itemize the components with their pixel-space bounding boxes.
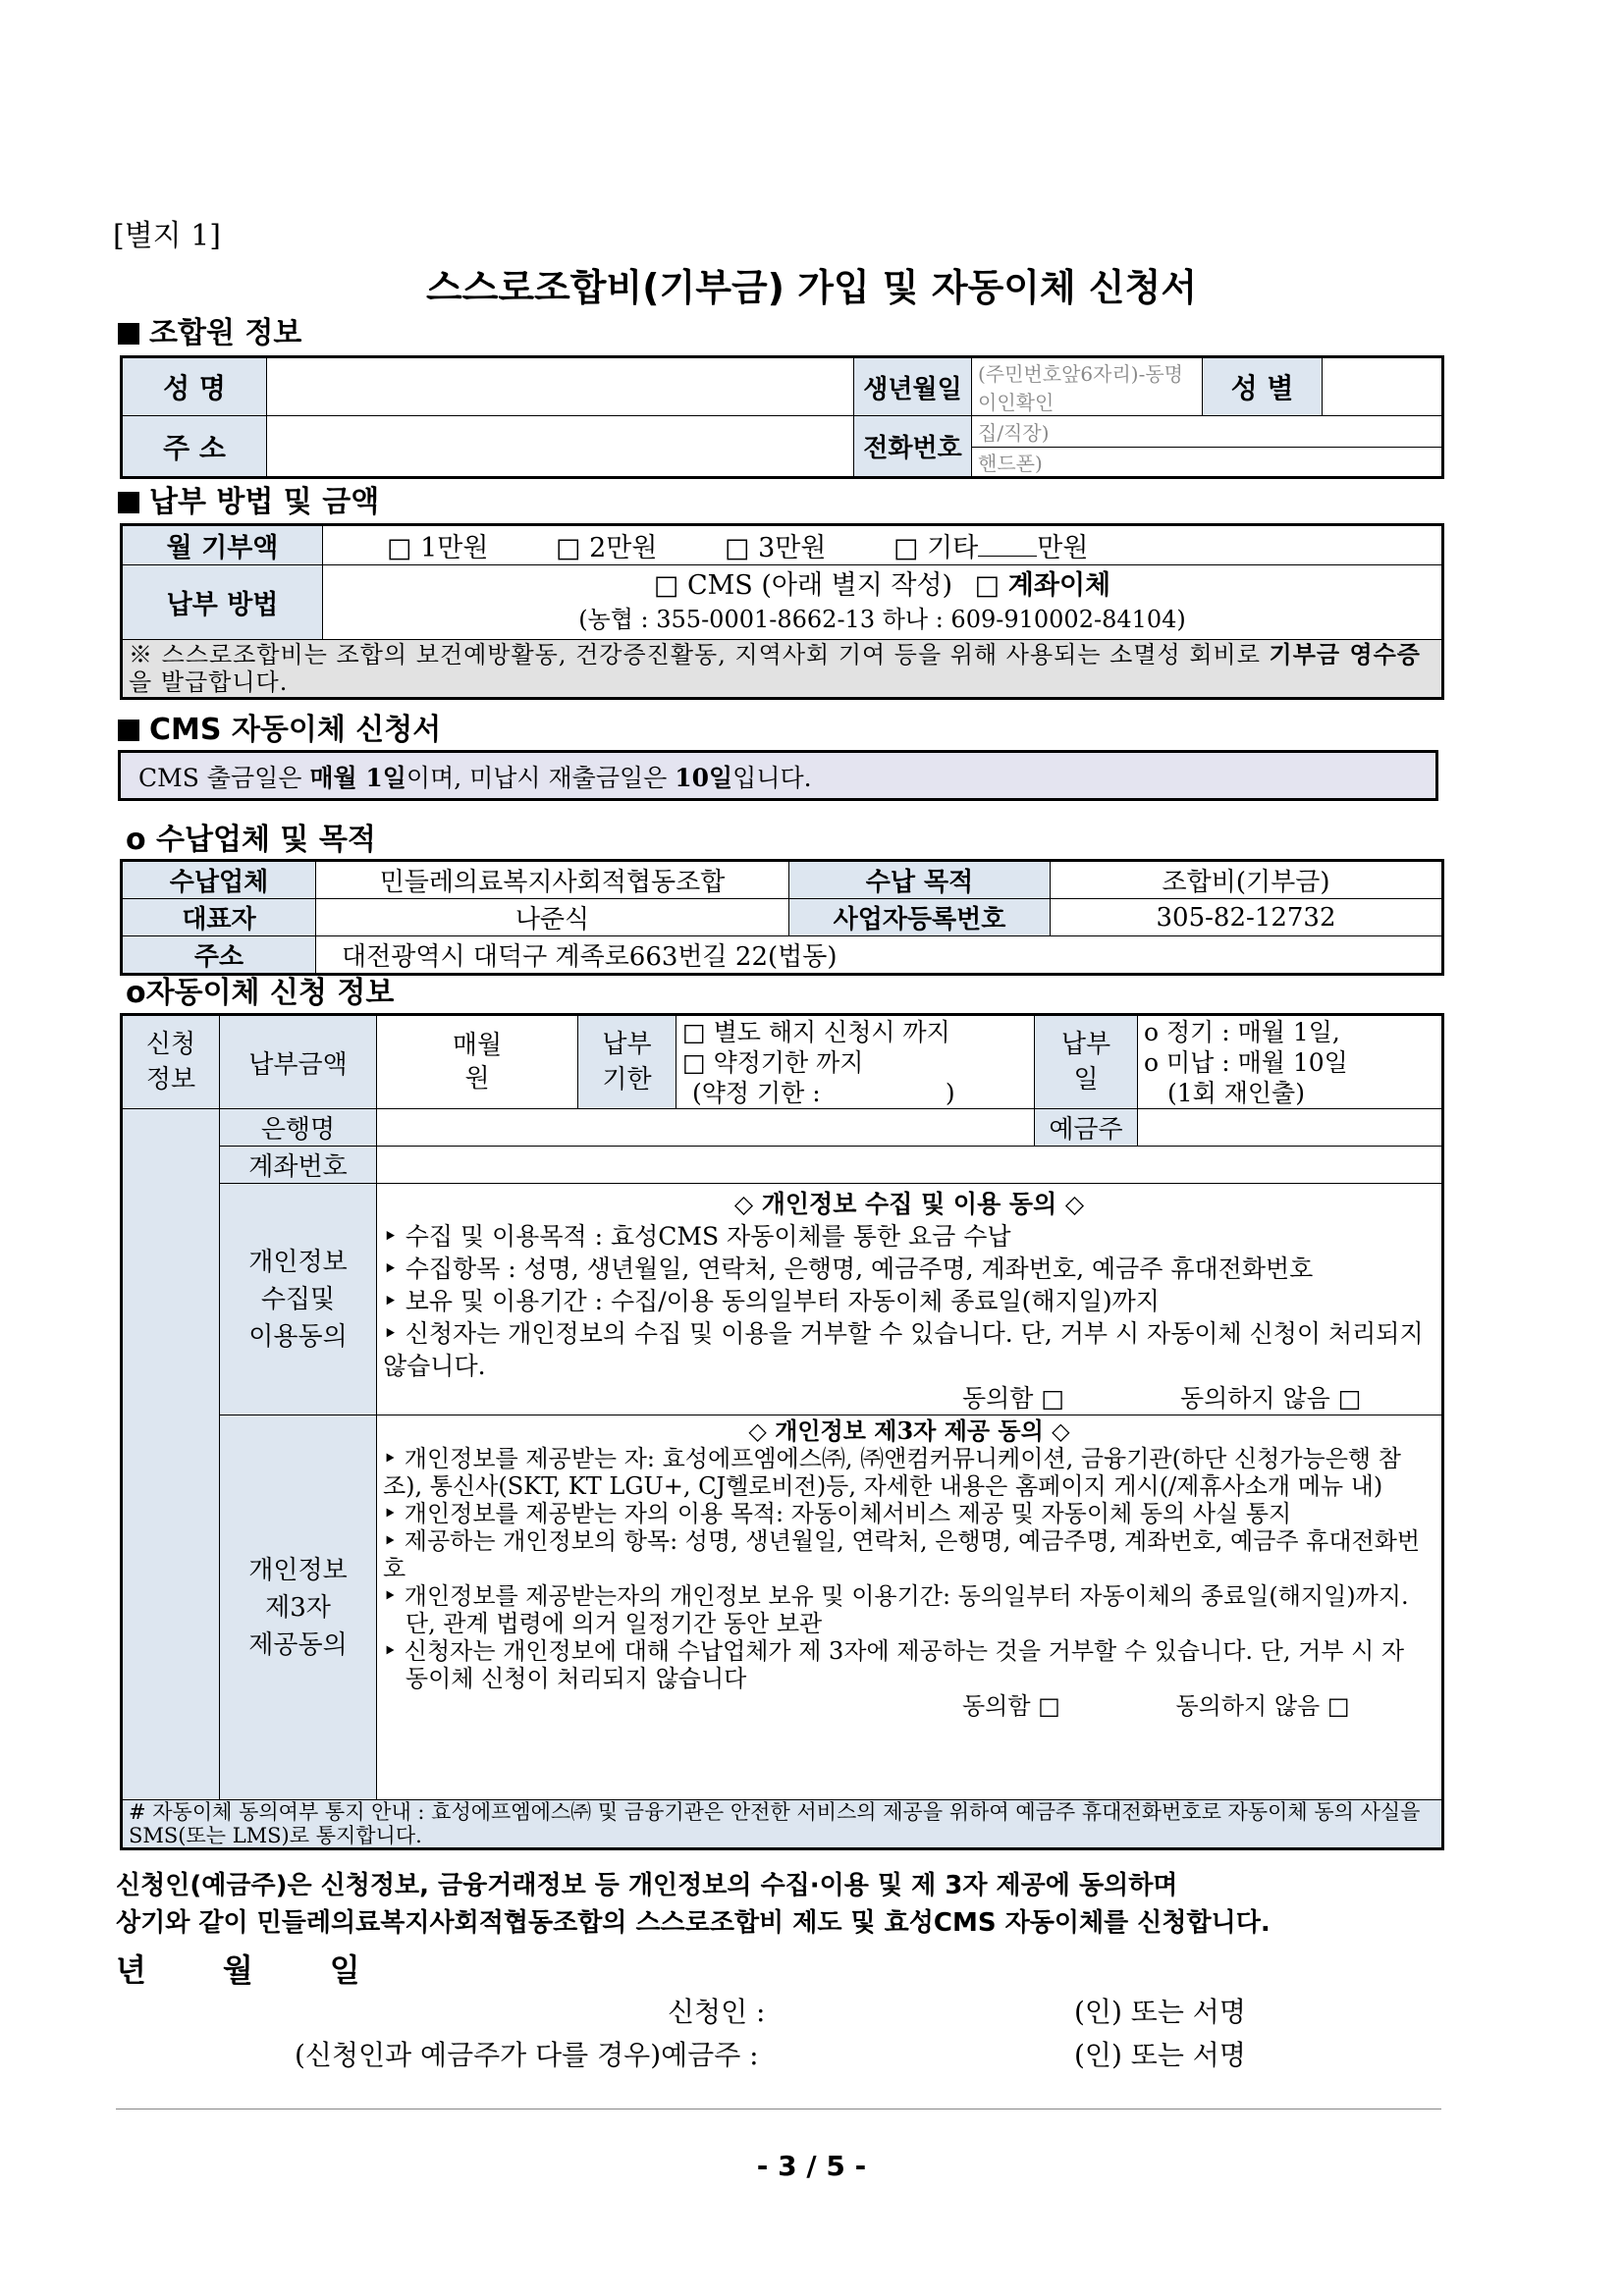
bizno-label: 사업자등록번호 bbox=[789, 899, 1051, 936]
option-10k[interactable]: □ 1만원 bbox=[387, 533, 489, 563]
holder-field[interactable] bbox=[1138, 1109, 1443, 1147]
rep-label: 대표자 bbox=[122, 899, 316, 936]
period-label: 납부 기한 bbox=[578, 1015, 676, 1109]
apply-info-label: 신청 정보 bbox=[122, 1015, 220, 1109]
consent2-agree[interactable]: 동의함 □ bbox=[962, 1692, 1060, 1720]
company-label: 수납업체 bbox=[122, 861, 316, 899]
payee-address-label: 주소 bbox=[122, 936, 316, 975]
transfer-section-heading: o자동이체 신청 정보 bbox=[126, 976, 395, 1010]
phone-mobile-field[interactable]: 핸드폰) bbox=[972, 448, 1443, 478]
consent2-body: ◇ 개인정보 제3자 제공 동의 ◇ ‣ 개인정보를 제공받는 자: 효성에프엠에스㈜, ㈜앤컴커뮤니케이션, 금융기관(하단 신청가능은행 참조), 통신사(SKT, KT LGU+, CJ헬로비전)등, 자세한 내용은 홈페이지 게시(/제휴사소개 메뉴 내) ‣ 개인정보를 제공받는 자의 이용 목적: 자동이체서비스 제공 및 자동이체 동의 사실 통지 ‣ 제공하는 개인정보의 항목: 성명, 생년월일, 연락처, 은행명, 예금주명, 계좌번호, 예금주 휴대전화번호 ‣ 개인정보를 제공받는자의 개인정보 보유 및 이용기간: 동의일부터 자동이체의 종료일(해지일)까지. 단, 관계 법령에 의거 일정기간 동안 보관 ‣ 신청자는 개인정보에 대해 수납업체가 제 3자에 제공하는 것을 거부할 수 있습니다. 단, 거부 시 자 동이체 신청이 처리되지 않습니다 동의함 □ 동의하지 않음 □ bbox=[377, 1415, 1443, 1800]
cms-info-box: CMS 출금일은 매월 1일이며, 미납시 재출금일은 10일입니다. bbox=[118, 750, 1438, 801]
phone-label: 전화번호 bbox=[854, 416, 972, 478]
period-until-cancel[interactable]: □ 별도 해지 신청시 까지 bbox=[682, 1017, 950, 1046]
monthly-label: 월 기부액 bbox=[122, 525, 323, 565]
amount-monthly: 매월 bbox=[452, 1031, 503, 1060]
payee-section-heading: o 수납업체 및 목적 bbox=[126, 823, 376, 857]
member-section-heading: 조합원 정보 bbox=[118, 308, 301, 351]
consent2-label: 개인정보 제3자 제공동의 bbox=[220, 1415, 377, 1800]
option-30k[interactable]: □ 3만원 bbox=[725, 533, 827, 563]
declaration-line-2: 상기와 같이 민들레의료복지사회적협동조합의 스스로조합비 제도 및 효성CMS 자동이체를 신청합니다. bbox=[116, 1908, 1271, 1938]
member-table bbox=[120, 355, 1444, 479]
payee-table bbox=[120, 859, 1444, 976]
sms-footnote: # 자동이체 동의여부 통지 안내 : 효성에프엠에스㈜ 및 금융기관은 안전한 서비스의 제공을 위하여 예금주 휴대전화번호로 자동이체 동의 사실을 SMS(또는 LMS)로 통지합니다. bbox=[122, 1800, 1443, 1849]
consent1-agree[interactable]: 동의함 □ bbox=[962, 1384, 1065, 1413]
gender-field[interactable] bbox=[1323, 357, 1443, 416]
page-number: - 3 / 5 - bbox=[756, 2150, 867, 2182]
name-label: 성 명 bbox=[122, 357, 267, 416]
method-transfer-label: 계좌이체 bbox=[1007, 569, 1111, 601]
square-bullet-icon bbox=[118, 323, 139, 345]
date-line[interactable]: 년 월 일 bbox=[116, 1951, 360, 1989]
option-20k[interactable]: □ 2만원 bbox=[556, 533, 658, 563]
payment-table bbox=[120, 523, 1444, 700]
consent1-body: ◇ 개인정보 수집 및 이용 동의 ◇ ‣ 수집 및 이용목적 : 효성CMS 자동이체를 통한 요금 수납 ‣ 수집항목 : 성명, 생년월일, 연락처, 은행명, 예금주명, 계좌번호, 예금주 휴대전화번호 ‣ 보유 및 이용기간 : 수집/이용 동의일부터 자동이체 종료일(해지일)까지 ‣ 신청자는 개인정보의 수집 및 이용을 거부할 수 있습니다. 단, 거부 시 자동이체 신청이 처리되지 않습니다. 동의함 □ 동의하지 않음 □ bbox=[377, 1184, 1443, 1415]
square-bullet-icon bbox=[118, 720, 139, 741]
address-label: 주 소 bbox=[122, 416, 267, 478]
donation-notice: ※ 스스로조합비는 조합의 보건예방활동, 건강증진활동, 지역사회 기여 등을 위해 사용되는 소멸성 회비로 기부금 영수증을 발급합니다. bbox=[122, 640, 1443, 699]
address-field[interactable] bbox=[267, 416, 854, 478]
birth-label: 생년월일 bbox=[854, 357, 972, 416]
amount-unit: 원 bbox=[464, 1064, 490, 1094]
period-contract-date[interactable]: (약정 기한 : ) bbox=[692, 1078, 955, 1107]
monthly-options bbox=[323, 525, 1443, 565]
birth-field[interactable]: (주민번호앞6자리)-동명이인확인 bbox=[972, 357, 1203, 416]
consent1-label: 개인정보 수집및 이용동의 bbox=[220, 1184, 377, 1415]
account-label: 계좌번호 bbox=[220, 1147, 377, 1184]
rep-value: 나준식 bbox=[316, 899, 789, 936]
side-shade bbox=[122, 1109, 220, 1800]
method-cms-checkbox[interactable]: □ CMS (아래 별지 작성) bbox=[653, 569, 953, 601]
applicant-seal[interactable]: (인) 또는 서명 bbox=[1074, 1996, 1246, 2028]
cms-section-heading: CMS 자동이체 신청서 bbox=[118, 705, 441, 748]
page-title: 스스로조합비(기부금) 가입 및 자동이체 신청서 bbox=[425, 266, 1198, 309]
name-field[interactable] bbox=[267, 357, 854, 416]
holder-sign-label: (신청인과 예금주가 다를 경우)예금주 : bbox=[295, 2039, 759, 2071]
amount-field[interactable] bbox=[377, 1015, 578, 1109]
consent2-title: ◇ 개인정보 제3자 제공 동의 ◇ bbox=[748, 1416, 1070, 1445]
method-label: 납부 방법 bbox=[122, 565, 323, 640]
option-other[interactable]: □ 기타 bbox=[893, 533, 979, 563]
transfer-table bbox=[120, 1013, 1444, 1850]
bank-label: 은행명 bbox=[220, 1109, 377, 1147]
payment-section-heading: 납부 방법 및 금액 bbox=[118, 477, 379, 520]
bank-accounts: (농협 : 355-0001-8662-13 하나 : 609-910002-84104) bbox=[578, 605, 1186, 633]
payee-address-value: 대전광역시 대덕구 계족로663번길 22(법동) bbox=[316, 936, 1443, 975]
purpose-value: 조합비(기부금) bbox=[1051, 861, 1443, 899]
bizno-value: 305-82-12732 bbox=[1051, 899, 1443, 936]
declaration-line-1: 신청인(예금주)은 신청정보, 금융거래정보 등 개인정보의 수집·이용 및 제 3자 제공에 동의하며 bbox=[116, 1871, 1178, 1900]
period-until-contract[interactable]: □ 약정기한 까지 bbox=[682, 1047, 864, 1077]
phone-home-field[interactable]: 집/직장) bbox=[972, 416, 1443, 448]
other-amount-field[interactable] bbox=[978, 534, 1037, 557]
payday-info: o 정기 : 매월 1일, o 미납 : 매월 10일 (1회 재인출) bbox=[1138, 1015, 1443, 1109]
holder-seal[interactable]: (인) 또는 서명 bbox=[1074, 2039, 1246, 2071]
purpose-label: 수납 목적 bbox=[789, 861, 1051, 899]
payday-label: 납부 일 bbox=[1035, 1015, 1138, 1109]
company-value: 민들레의료복지사회적협동조합 bbox=[316, 861, 789, 899]
holder-label: 예금주 bbox=[1035, 1109, 1138, 1147]
applicant-label: 신청인 : bbox=[668, 1996, 766, 2028]
method-transfer-checkbox[interactable]: □ bbox=[974, 569, 1001, 601]
amount-label: 납부금액 bbox=[220, 1015, 377, 1109]
consent1-title: ◇ 개인정보 수집 및 이용 동의 ◇ bbox=[733, 1190, 1085, 1218]
period-options bbox=[676, 1015, 1035, 1109]
method-cell bbox=[323, 565, 1443, 640]
square-bullet-icon bbox=[118, 492, 139, 513]
gender-label: 성 별 bbox=[1203, 357, 1323, 416]
account-field[interactable] bbox=[377, 1147, 1443, 1184]
attachment-label: [별지 1] bbox=[113, 219, 221, 253]
consent1-disagree[interactable]: 동의하지 않음 □ bbox=[1179, 1384, 1362, 1413]
bank-field[interactable] bbox=[377, 1109, 1035, 1147]
consent2-disagree[interactable]: 동의하지 않음 □ bbox=[1175, 1692, 1350, 1720]
other-unit: 만원 bbox=[1037, 533, 1089, 563]
